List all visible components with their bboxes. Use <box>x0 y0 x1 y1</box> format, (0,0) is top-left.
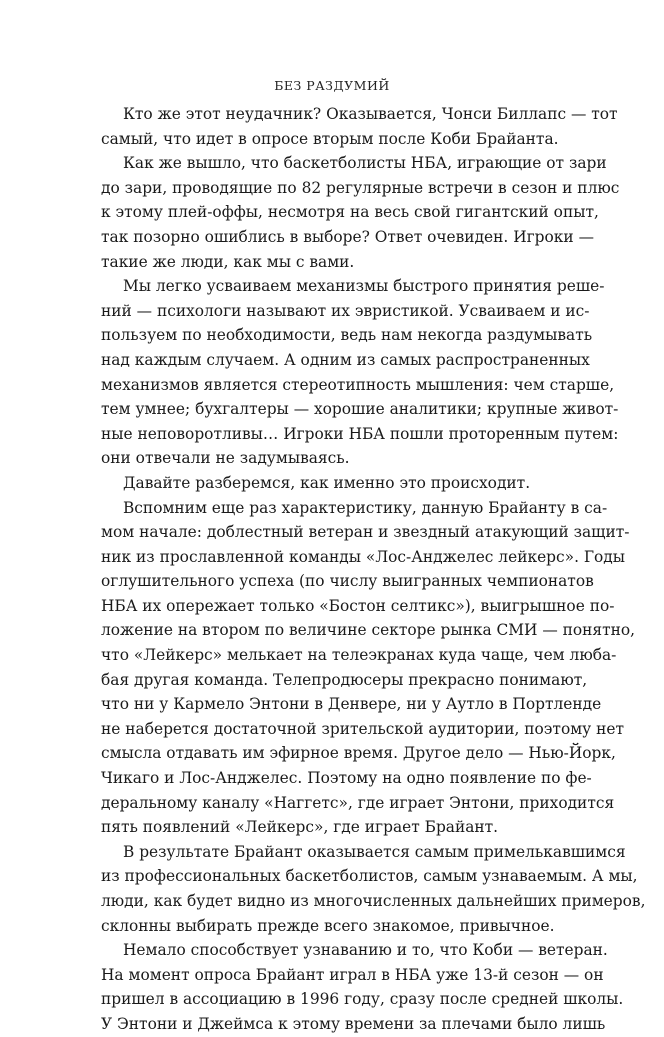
text-line: оглушительного успеха (по числу выигранных чемпионатов <box>101 572 594 591</box>
text-line: ные неповоротливы… Игроки НБА пошли проторенным путем: <box>101 424 619 443</box>
paragraph <box>101 496 636 840</box>
text-line: бая другая команда. Телепродюсеры прекрасно понимают, <box>101 670 588 689</box>
text-line: деральному каналу «Наггетс», где играет Энтони, приходится <box>101 793 615 812</box>
text-line: Как же вышло, что баскетболисты НБА, играющие от зари <box>123 154 607 173</box>
text-line: ник из прославленной команды «Лос-Анджелес лейкерс». Годы <box>101 547 626 566</box>
text-line: Немало способствует узнаванию и то, что Коби — ветеран. <box>123 941 608 960</box>
paragraph <box>101 274 619 471</box>
paragraph <box>101 938 624 1036</box>
text-line: из профессиональных баскетболистов, самым узнаваемым. А мы, <box>101 867 638 886</box>
text-line: так позорно ошиблись в выборе? Ответ очевиден. Игроки — <box>101 227 594 246</box>
paragraph <box>101 102 618 151</box>
text-line: самый, что идет в опросе вторым после Коби Брайанта. <box>101 129 559 148</box>
paragraph <box>101 840 646 938</box>
text-line: до зари, проводящие по 82 регулярные встречи в сезон и плюс <box>101 178 620 197</box>
text-line: тем умнее; бухгалтеры — хорошие аналитики; крупные живот- <box>101 400 619 419</box>
text-line: пять появлений «Лейкерс», где играет Брайант. <box>101 818 499 837</box>
text-line: над каждым случаем. А одним из самых распространенных <box>101 350 590 369</box>
text-line: Мы легко усваиваем механизмы быстрого принятия реше- <box>123 277 605 296</box>
paragraph <box>101 151 620 274</box>
text-line: не наберется достаточной зрительской аудитории, поэтому нет <box>101 719 625 738</box>
text-line: они отвечали не задумываясь. <box>101 449 350 468</box>
text-line: мом начале: доблестный ветеран и звездный атакующий защит- <box>101 523 630 542</box>
text-line: Чикаго и Лос-Анджелес. Поэтому на одно появление по фе- <box>101 769 592 788</box>
text-line: что ни у Кармело Энтони в Денвере, ни у Аутло в Портленде <box>101 695 602 714</box>
body-text <box>101 102 646 1037</box>
text-line: пришел в ассоциацию в 1996 году, сразу после средней школы. <box>101 990 624 1009</box>
text-line: такие же люди, как мы с вами. <box>101 252 355 271</box>
running-head: БЕЗ РАЗДУМИЙ <box>274 78 390 93</box>
text-line: склонны выбирать прежде всего знакомое, привычное. <box>101 916 555 935</box>
text-line: ложение на втором по величине секторе рынка СМИ — понятно, <box>101 621 636 640</box>
text-line: НБА их опережает только «Бостон селтикс»), выигрышное по- <box>101 596 615 615</box>
text-line: Кто же этот неудачник? Оказывается, Чонси Биллапс — тот <box>123 105 618 123</box>
text-line: пользуем по необходимости, ведь нам некогда раздумывать <box>101 326 593 345</box>
text-line: В результате Брайант оказывается самым примелькавшимся <box>123 842 626 861</box>
text-line: Давайте разберемся, как именно это происходит. <box>123 473 531 492</box>
text-line: механизмов является стереотипность мышления: чем старше, <box>101 375 615 394</box>
text-line: что «Лейкерс» мелькает на телеэкранах куда чаще, чем люба- <box>101 646 617 665</box>
text-line: люди, как будет видно из многочисленных дальнейших примеров, <box>101 892 646 910</box>
text-line: У Энтони и Джеймса к этому времени за плечами было лишь <box>101 1014 606 1033</box>
paragraph <box>101 471 571 496</box>
text-line: смысла отдавать им эфирное время. Другое дело — Нью-Йорк, <box>101 744 616 763</box>
text-line: Вспомним еще раз характеристику, данную Брайанту в са- <box>123 498 608 517</box>
text-line: ний — психологи называют их эвристикой. Усваиваем и ис- <box>101 301 590 320</box>
text-line: к этому плей-оффы, несмотря на весь свой гигантский опыт, <box>101 203 599 222</box>
text-line: На момент опроса Брайант играл в НБА уже 13-й сезон — он <box>101 965 604 984</box>
